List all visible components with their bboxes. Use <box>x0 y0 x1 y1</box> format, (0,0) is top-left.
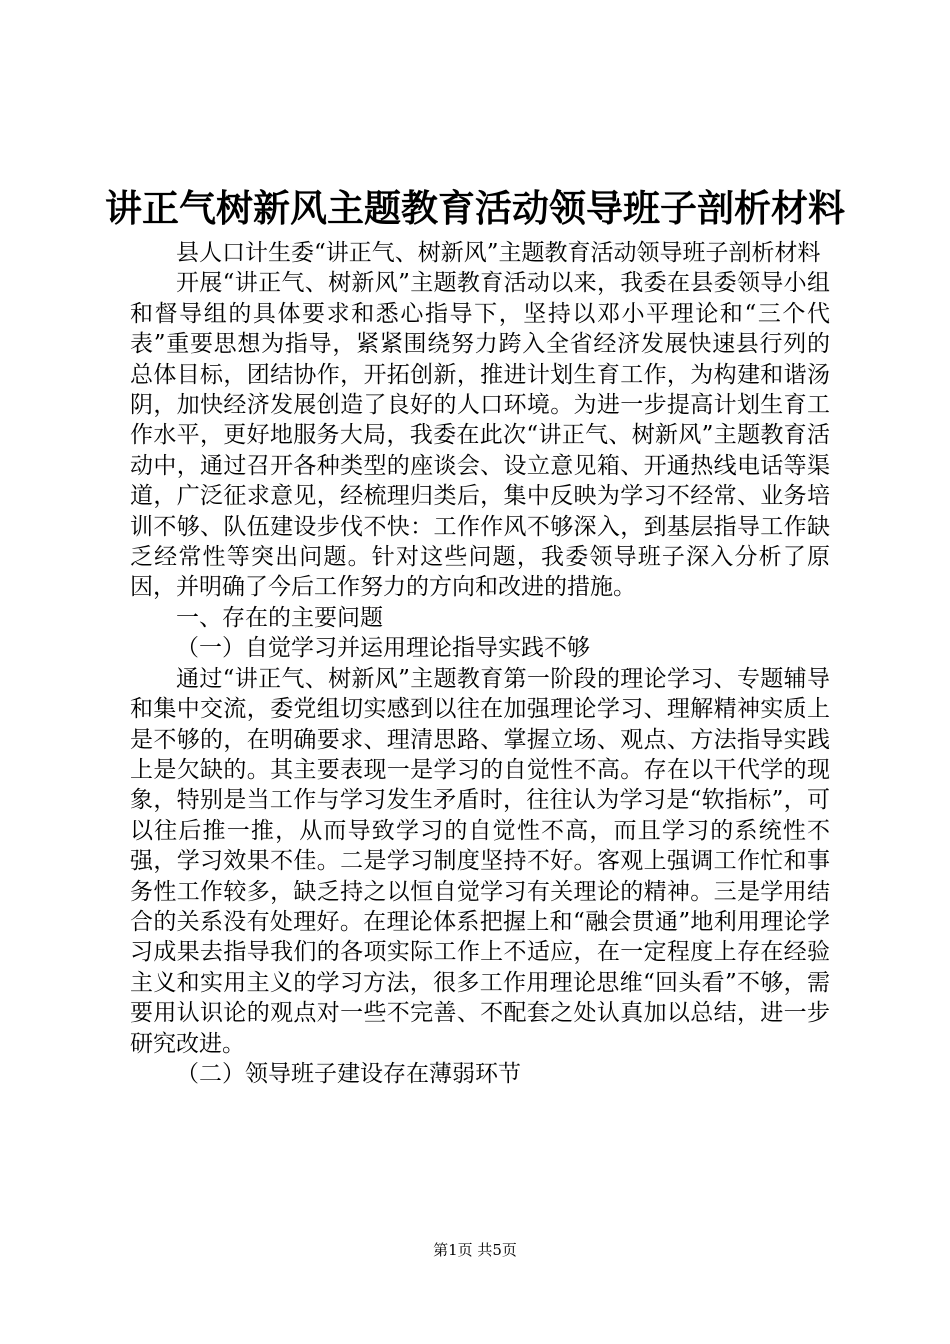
document-title: 讲正气树新风主题教育活动领导班子剖析材料 <box>105 187 845 230</box>
document-body <box>130 238 830 1089</box>
subsection-heading: （一）自觉学习并运用理论指导实践不够 <box>176 635 590 662</box>
body-paragraph: 通过“讲正气、树新风”主题教育第一阶段的理论学习、专题辅导和集中交流，委党组切实感到以往在加强理论学习、理解精神实质上是不够的，在明确要求、理清思路、掌握立场、观点、方法指导实践上是欠缺的。其主要表现一是学习的自觉性不高。存在以干代学的现象，特别是当工作与学习发生矛盾时，往往认为学习是“软指标”，可以往后推一推，从而导致学习的自觉性不高，而且学习的系统性不强，学习效果不佳。二是学习制度坚持不好。客观上强调工作忙和事务性工作较多，缺乏持之以恒自觉学习有关理论的精神。三是学用结合的关系没有处理好。在理论体系把握上和“融会贯通”地利用理论学习成果去指导我们的各项实际工作上不适应，在一定程度上存在经验主义和实用主义的学习方法，很多工作用理论思维“回头看”不够，需要用认识论的观点对一些不完善、不配套之处认真加以总结，进一步研究改进。 <box>130 665 830 1057</box>
intro-paragraph: 开展“讲正气、树新风”主题教育活动以来，我委在县委领导小组和督导组的具体要求和悉心指导下，坚持以邓小平理论和“三个代表”重要思想为指导，紧紧围绕努力跨入全省经济发展快速县行列的总体目标，团结协作，开拓创新，推进计划生育工作，为构建和谐汤阴，加快经济发展创造了良好的人口环境。为进一步提高计划生育工作水平，更好地服务大局，我委在此次“讲正气、树新风”主题教育活动中，通过召开各种类型的座谈会、设立意见箱、开通热线电话等渠道，广泛征求意见，经梳理归类后，集中反映为学习不经常、业务培训不够、队伍建设步伐不快：工作作风不够深入，到基层指导工作缺乏经常性等突出问题。针对这些问题，我委领导班子深入分析了原因，并明确了今后工作努力的方向和改进的措施。 <box>130 270 830 601</box>
subsection-heading: （二）领导班子建设存在薄弱环节 <box>176 1060 521 1087</box>
section-heading: 一、存在的主要问题 <box>176 604 383 631</box>
page-footer: 第1页 共5页 <box>433 1241 517 1259</box>
subtitle-paragraph: 县人口计生委“讲正气、树新风”主题教育活动领导班子剖析材料 <box>176 240 821 266</box>
